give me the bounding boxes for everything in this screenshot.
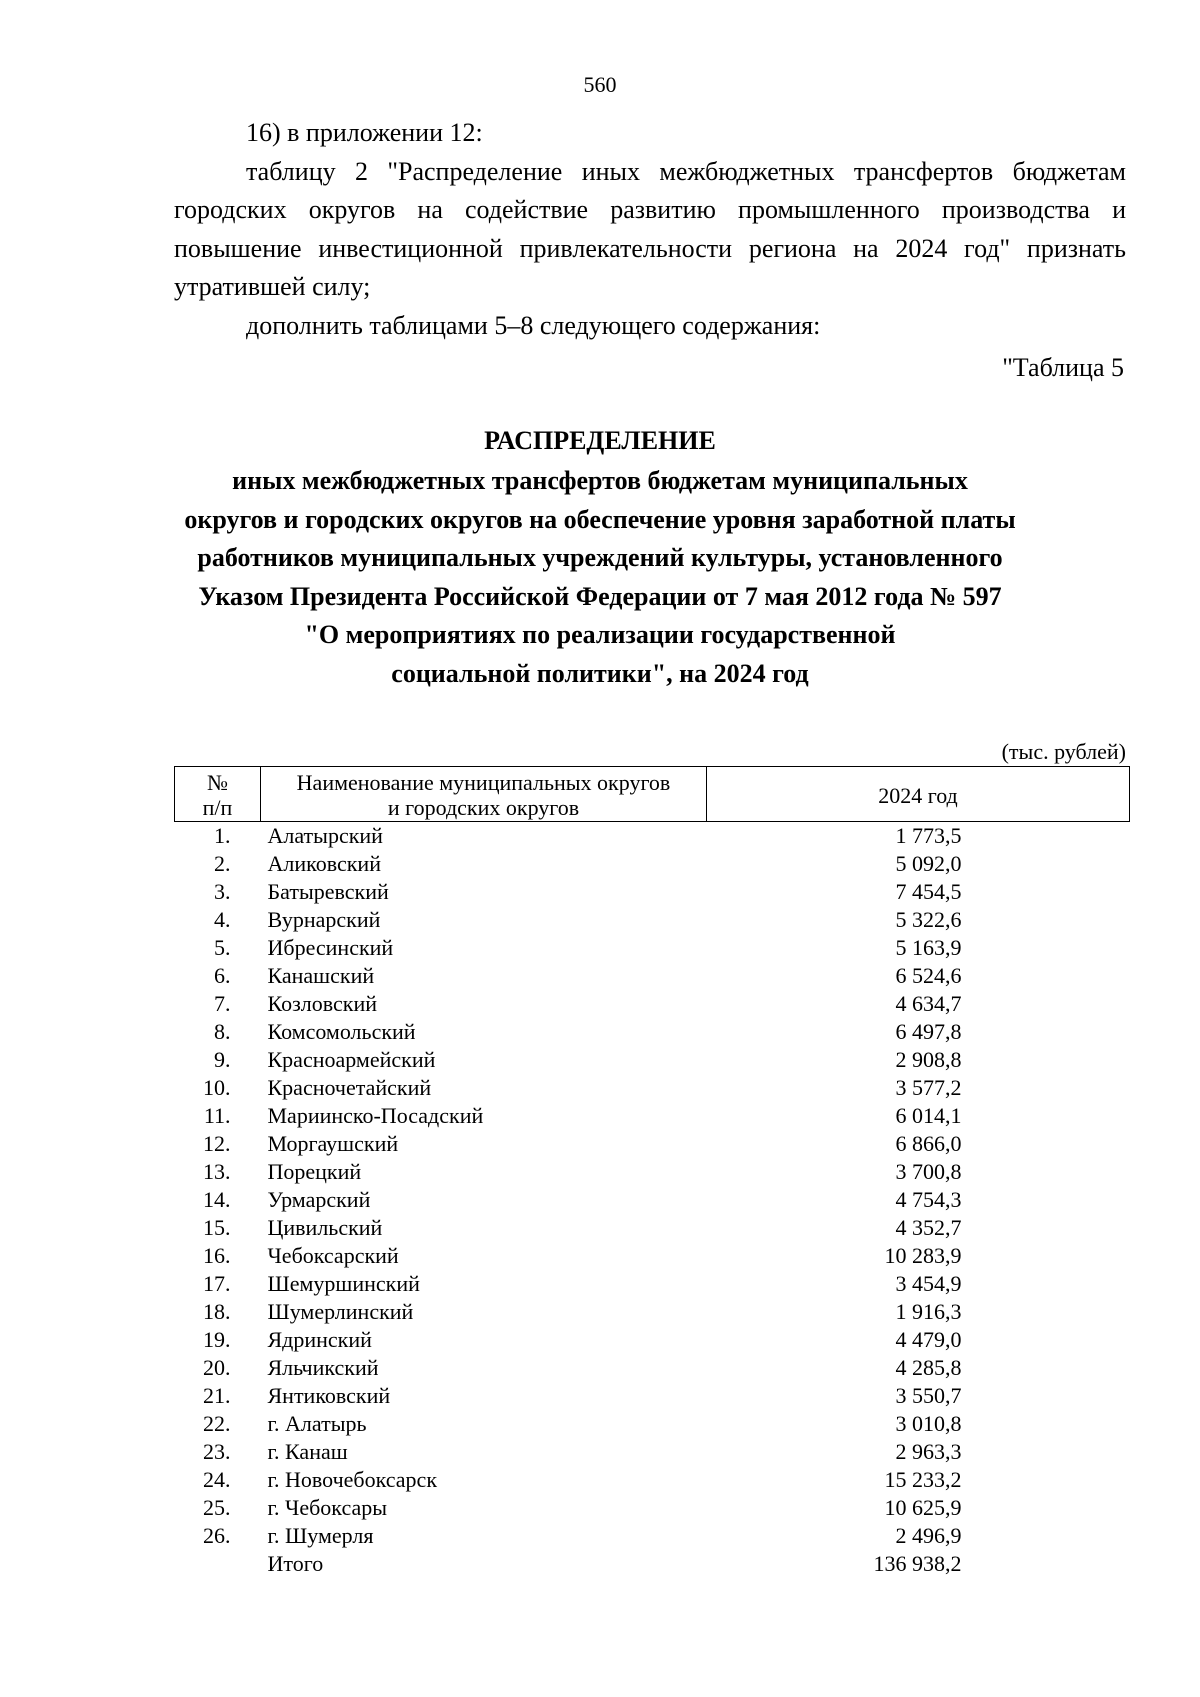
row-name: Мариинско-Посадский [267,1103,484,1128]
row-value: 2 908,8 [895,1047,962,1072]
total-label: Итого [267,1551,324,1576]
row-number: 5. [214,935,231,960]
row-value: 5 092,0 [895,851,962,876]
row-value: 3 454,9 [895,1271,962,1296]
row-name: Батыревский [267,879,389,904]
row-value: 15 233,2 [884,1467,962,1492]
row-value: 3 577,2 [895,1075,962,1100]
table-row [175,1074,1130,1102]
table-row [175,934,1130,962]
row-name: г. Канаш [267,1439,348,1464]
row-number: 16. [203,1243,231,1268]
table-row [175,1522,1130,1550]
row-value: 4 479,0 [895,1327,962,1352]
distribution-table-wrapper [174,766,1129,1578]
row-name: Порецкий [267,1159,362,1184]
table-row [175,1214,1130,1242]
row-name: г. Алатырь [267,1411,367,1436]
row-value: 5 322,6 [895,907,962,932]
table-row [175,906,1130,934]
row-number: 12. [203,1131,231,1156]
table-row [175,1186,1130,1214]
row-value: 4 634,7 [895,991,962,1016]
table-row [175,1270,1130,1298]
row-value: 10 283,9 [884,1243,962,1268]
row-name: Комсомольский [267,1019,416,1044]
table-row [175,1298,1130,1326]
row-number: 13. [203,1159,231,1184]
row-number: 9. [214,1047,231,1072]
title-line: "О мероприятиях по реализации государственной [304,620,896,650]
title-line: округов и городских округов на обеспечение уровня заработной платы [184,504,1016,534]
table-row [175,1242,1130,1270]
row-name: Вурнарский [267,907,381,932]
table-row [175,1046,1130,1074]
row-value: 6 014,1 [895,1103,962,1128]
table-row [175,850,1130,878]
table-row [175,1410,1130,1438]
paragraph-supplement: дополнить таблицами 5–8 следующего содержания: [246,310,821,340]
row-number: 18. [203,1299,231,1324]
distribution-table [174,766,1130,1578]
row-number: 14. [203,1187,231,1212]
row-name: Аликовский [267,851,381,876]
table-header-row [175,767,1130,822]
total-number-empty [175,1550,261,1578]
title-main: РАСПРЕДЕЛЕНИЕ [484,426,716,455]
title-line: Указом Президента Российской Федерации от 7 мая 2012 года № 597 [198,581,1002,611]
row-number: 15. [203,1215,231,1240]
row-number: 20. [203,1355,231,1380]
header-name-line2: и городских округов [387,795,580,820]
row-number: 7. [214,991,231,1016]
row-name: Козловский [267,991,378,1016]
row-name: Ядринский [267,1327,372,1352]
header-year: 2024 год [707,767,1130,822]
row-name: Моргаушский [267,1131,399,1156]
row-number: 21. [203,1383,231,1408]
row-value: 4 352,7 [895,1215,962,1240]
paragraph-table-void: таблицу 2 "Распределение иных межбюджетных трансфертов бюджетам городских округов на содействие развитию промышленного производства и повышение инвестиционной привлекательности региона на 2024 год" признать утратившей силу; [174,156,1126,301]
row-number: 26. [203,1523,231,1548]
row-name: Шумерлинский [267,1299,414,1324]
row-value: 1 916,3 [895,1299,962,1324]
header-name [261,767,707,822]
header-name-line1: Наименование муниципальных округов [296,770,671,795]
row-number: 8. [214,1019,231,1044]
row-name: Чебоксарский [267,1243,399,1268]
row-value: 5 163,9 [895,935,962,960]
row-name: Янтиковский [267,1383,391,1408]
header-number [175,767,261,822]
row-name: Красночетайский [267,1075,432,1100]
table-label: "Таблица 5 [1002,353,1124,382]
table-row [175,878,1130,906]
row-name: Цивильский [267,1215,383,1240]
body-text [174,114,1126,345]
title-line: иных межбюджетных трансфертов бюджетам муниципальных [232,466,968,495]
row-number: 24. [203,1467,231,1492]
row-number: 17. [203,1271,231,1296]
row-value: 1 773,5 [895,823,962,848]
row-value: 4 285,8 [895,1355,962,1380]
row-number: 25. [203,1495,231,1520]
row-value: 2 963,3 [895,1439,962,1464]
page-number: 560 [583,72,617,97]
table-total-row [175,1550,1130,1578]
total-value: 136 938,2 [873,1551,962,1576]
paragraph-appendix: 16) в приложении 12: [246,118,483,147]
row-name: г. Шумерля [267,1523,374,1548]
title-line: работников муниципальных учреждений культуры, установленного [197,543,1003,573]
units-label: (тыс. рублей) [1001,739,1126,764]
header-number-line1: № [207,770,228,795]
row-number: 6. [214,963,231,988]
table-row [175,1018,1130,1046]
row-number: 19. [203,1327,231,1352]
table-row [175,1494,1130,1522]
row-name: г. Новочебоксарск [267,1467,438,1492]
row-name: Шемуршинский [267,1271,420,1296]
row-value: 10 625,9 [884,1495,962,1520]
table-row [175,962,1130,990]
table-body [175,822,1130,1579]
table-row [175,1382,1130,1410]
row-name: Канашский [267,963,375,988]
row-value: 6 497,8 [895,1019,962,1044]
row-name: Ибресинский [267,935,394,960]
row-name: Алатырский [267,823,383,848]
table-row [175,822,1130,851]
title-line: социальной политики", на 2024 год [391,658,809,688]
row-name: г. Чебоксары [267,1495,388,1520]
row-value: 4 754,3 [895,1187,962,1212]
row-value: 7 454,5 [895,879,962,904]
table-row [175,1158,1130,1186]
table-row [175,1466,1130,1494]
row-number: 23. [203,1439,231,1464]
row-number: 22. [203,1411,231,1436]
table-row [175,1102,1130,1130]
table-row [175,1354,1130,1382]
row-number: 4. [214,907,231,932]
row-value: 3 010,8 [895,1411,962,1436]
row-value: 6 524,6 [895,963,962,988]
row-number: 1. [214,823,231,848]
row-value: 3 550,7 [895,1383,962,1408]
document-title [0,422,1200,694]
table-row [175,1326,1130,1354]
row-name: Урмарский [267,1187,371,1212]
row-number: 3. [214,879,231,904]
table-row [175,1438,1130,1466]
row-name: Красноармейский [267,1047,436,1072]
table-row [175,990,1130,1018]
row-name: Яльчикский [267,1355,379,1380]
row-value: 3 700,8 [895,1159,962,1184]
row-number: 11. [203,1103,231,1128]
header-number-line2: п/п [202,795,233,820]
row-value: 2 496,9 [895,1523,962,1548]
row-number: 10. [203,1075,231,1100]
row-number: 2. [214,851,231,876]
row-value: 6 866,0 [895,1131,962,1156]
table-row [175,1130,1130,1158]
